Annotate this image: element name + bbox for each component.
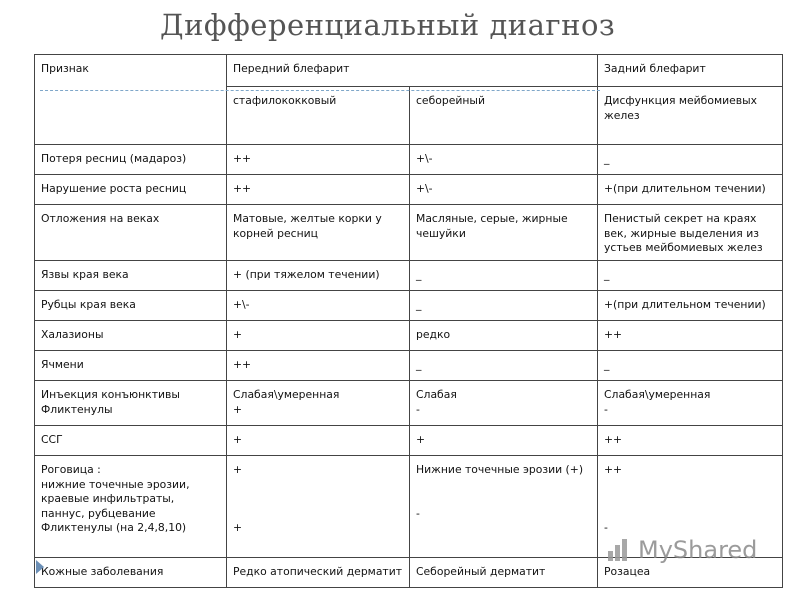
cell-text: ++ [233, 182, 252, 195]
cell-sign [35, 558, 227, 588]
watermark [606, 536, 757, 564]
cell-sebo [410, 291, 598, 321]
table-row [35, 426, 783, 456]
cell-text: ++ [233, 358, 252, 371]
cell-text: Слабая\умеренная [604, 388, 711, 401]
cell-text [416, 521, 592, 536]
cell-text: ++ [604, 463, 623, 476]
cell-text: Ячмени [41, 358, 84, 371]
header-anterior: Передний блефарит [227, 55, 598, 87]
cell-text: Фликтенулы [41, 402, 113, 416]
cell-staph [227, 175, 410, 205]
watermark-text: MyShared [638, 536, 758, 564]
table-row [35, 205, 783, 261]
cell-text: Себорейный дерматит [416, 565, 546, 578]
cell-text: ++ [604, 328, 623, 341]
cell-text: Нарушение роста ресниц [41, 182, 187, 195]
chart-logo-icon [606, 537, 632, 563]
cell-sebo [410, 205, 598, 261]
cell-sign [35, 426, 227, 456]
cell-post [598, 291, 783, 321]
cell-text: паннус, рубцевание [41, 506, 156, 520]
cell-post [598, 261, 783, 291]
cell-text: +\- [416, 152, 433, 165]
cell-text [604, 478, 777, 493]
cell-text: краевые инфильтраты, [41, 492, 175, 505]
cell-sign [35, 456, 227, 558]
cell-text: + [233, 521, 243, 534]
cell-sebo [410, 426, 598, 456]
subheader-staph: стафилококковый [227, 87, 410, 145]
table-row [35, 145, 783, 175]
cell-sebo [410, 558, 598, 588]
cell-staph [227, 456, 410, 558]
table-row [35, 261, 783, 291]
table-row [35, 291, 783, 321]
cell-post [598, 381, 783, 426]
cell-sebo [410, 456, 598, 558]
cell-staph [227, 205, 410, 261]
subheader-sebo: себорейный [410, 87, 598, 145]
cell-text [416, 478, 592, 493]
cell-text: _ [416, 298, 422, 311]
cell-sign [35, 351, 227, 381]
cell-text: нижние точечные эрозии, [41, 477, 190, 491]
cell-sign [35, 261, 227, 291]
cell-text: Роговица : [41, 463, 101, 476]
cell-text: редко [416, 328, 451, 341]
cell-text: Кожные заболевания [41, 565, 164, 578]
cell-post [598, 426, 783, 456]
header-row [35, 55, 783, 87]
cell-text: Фликтенулы (на 2,4,8,10) [41, 521, 187, 534]
cell-staph [227, 426, 410, 456]
cell-post [598, 145, 783, 175]
cell-text: Нижние точечные эрозии (+) [416, 463, 584, 476]
cell-text [604, 492, 777, 507]
cell-text: Халазионы [41, 328, 104, 341]
cell-text: ССГ [41, 433, 63, 446]
cell-text: +(при длительном течении) [604, 182, 766, 195]
cell-text: + (при тяжелом течении) [233, 268, 380, 281]
cell-text: Инъекция конъюнктивы [41, 388, 180, 401]
cell-text: + [233, 328, 243, 341]
cell-sign [35, 381, 227, 426]
cell-text: Слабая\умеренная [233, 388, 340, 401]
cell-text: - [416, 402, 420, 416]
cell-staph [227, 558, 410, 588]
cell-text: Масляные, серые, жирные чешуйки [416, 212, 568, 240]
cell-text: Слабая [416, 388, 457, 401]
cell-text: +\- [416, 182, 433, 195]
cell-sebo [410, 261, 598, 291]
cell-text: Матовые, желтые корки у корней ресниц [233, 212, 382, 240]
cell-post [598, 205, 783, 261]
cell-sign [35, 291, 227, 321]
dashed-guide [40, 90, 600, 91]
cell-text: Отложения на веках [41, 212, 160, 225]
cell-sebo [410, 381, 598, 426]
cell-text: Потеря ресниц (мадароз) [41, 152, 187, 165]
cell-sebo [410, 321, 598, 351]
cell-post [598, 175, 783, 205]
cell-post [598, 351, 783, 381]
cell-text: +\- [233, 298, 250, 311]
cell-sebo [410, 351, 598, 381]
cell-text: _ [604, 268, 610, 281]
cell-text: Редко атопический дерматит [233, 565, 403, 578]
cell-text: Рубцы края века [41, 298, 136, 311]
cell-post [598, 321, 783, 351]
cell-text: _ [416, 268, 422, 281]
cell-text: - [416, 506, 420, 520]
subheader-mgd: Дисфункция мейбомиевых желез [598, 87, 783, 145]
cell-staph [227, 351, 410, 381]
cell-staph [227, 321, 410, 351]
cell-text: + [233, 433, 243, 446]
cell-staph [227, 381, 410, 426]
cell-text: + [233, 463, 243, 476]
cell-text: - [604, 402, 608, 416]
table-row [35, 321, 783, 351]
cell-text [233, 492, 404, 507]
cell-text: - [604, 521, 608, 534]
cell-text: Язвы края века [41, 268, 129, 281]
cell-text: _ [416, 358, 422, 371]
cell-sebo [410, 145, 598, 175]
cell-text [604, 507, 777, 522]
diagnosis-table [34, 54, 783, 588]
cell-text [233, 478, 404, 493]
cell-text: _ [604, 358, 610, 371]
header-sign: Признак [35, 55, 227, 145]
page-title: Дифференциальный диагноз [160, 8, 616, 42]
cell-text [233, 507, 404, 522]
cell-staph [227, 261, 410, 291]
cell-text [416, 492, 592, 507]
cell-text: Розацеа [604, 565, 651, 578]
cell-text: + [416, 433, 426, 446]
table-row [35, 175, 783, 205]
table-row [35, 381, 783, 426]
cell-sign [35, 175, 227, 205]
cell-staph [227, 145, 410, 175]
cell-sign [35, 205, 227, 261]
cell-sebo [410, 175, 598, 205]
cell-text: _ [604, 152, 610, 165]
cell-sign [35, 321, 227, 351]
cell-text: ++ [233, 152, 252, 165]
slide-arrow-icon [36, 560, 44, 574]
table-row [35, 351, 783, 381]
cell-text: Пенистый секрет на краях век, жирные выделения из устьев мейбомиевых желез [604, 212, 763, 254]
cell-text: + [233, 402, 243, 416]
cell-text: ++ [604, 433, 623, 446]
header-posterior: Задний блефарит [598, 55, 783, 87]
cell-staph [227, 291, 410, 321]
cell-sign [35, 145, 227, 175]
cell-text: +(при длительном течении) [604, 298, 766, 311]
